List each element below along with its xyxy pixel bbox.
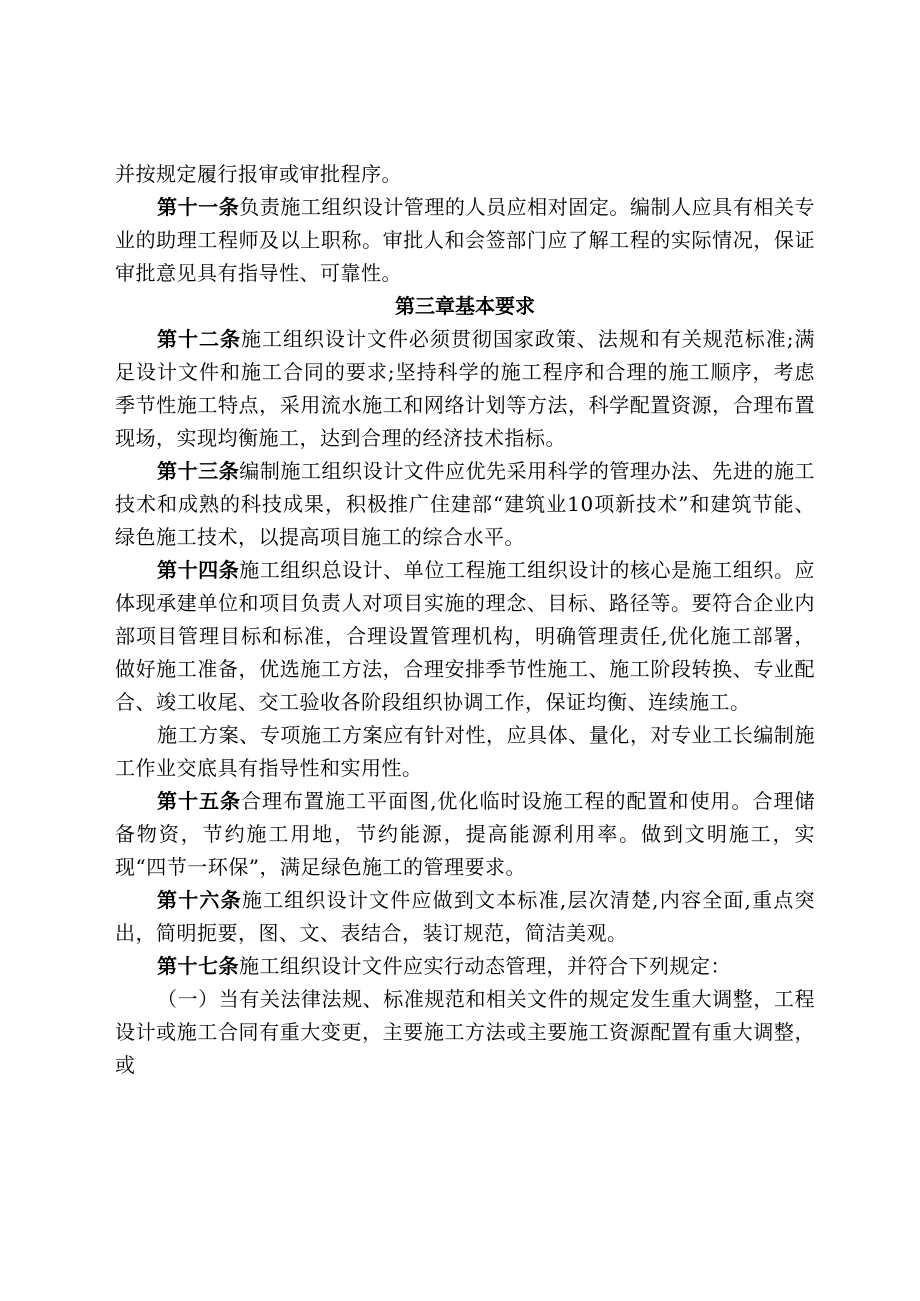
- article-11-text: 负责施工组织设计管理的人员应相对固定。编制人应具有相关专业的助理工程师及以上职称。审批人和会签部门应了解工程的实际情况，保证审批意见具有指导性、可靠性。: [115, 195, 816, 285]
- article-12-label: 第十二条: [157, 327, 241, 351]
- article-15-text: 合理布置施工平面图,优化临时设施工程的配置和使用。合理储备物资，节约施工用地，节约能源，提高能源利用率。做到文明施工，实现“四节一环保”，满足绿色施工的管理要求。: [115, 789, 816, 879]
- article-16: [115, 884, 815, 950]
- article-12-text: 施工组织设计文件必须贯彻国家政策、法规和有关规范标准;满足设计文件和施工合同的要求;坚持科学的施工程序和合理的施工顺序，考虑季节性施工特点，采用流水施工和网络计划等方法，科学配置资源，合理布置现场，实现均衡施工，达到合理的经济技术指标。: [115, 327, 815, 450]
- continuation-paragraph: 并按规定履行报审或审批程序。: [115, 162, 402, 186]
- article-13-text: 编制施工组织设计文件应优先采用科学的管理办法、先进的施工技术和成熟的科技成果，积极推广住建部“建筑业10项新技术”和建筑节能、绿色施工技术，以提高项目施工的综合水平。: [115, 459, 816, 549]
- article-17: [115, 950, 815, 983]
- article-15-label: 第十五条: [157, 789, 242, 813]
- article-12: [115, 323, 815, 455]
- article-14-text: 施工组织总设计、单位工程施工组织设计的核心是施工组织。应体现承建单位和项目负责人对项目实施的理念、目标、路径等。要符合企业内部项目管理目标和标准，合理设置管理机构，明确管理责任,优化施工部署，做好施工准备，优选施工方法，合理安排季节性施工、施工阶段转换、专业配合、竣工收尾、交工验收各阶段组织协调工作，保证均衡、连续施工。: [115, 558, 816, 714]
- article-17-label: 第十七条: [157, 954, 239, 978]
- chapter-3-title: 第三章基本要求: [395, 294, 535, 318]
- article-13: [115, 455, 815, 554]
- article-13-label: 第十三条: [157, 459, 240, 483]
- article-14: [115, 554, 815, 719]
- article-17-text: 施工组织设计文件应实行动态管理，并符合下列规定：: [239, 954, 731, 978]
- document-page: [115, 158, 815, 1082]
- article-11: [115, 191, 815, 290]
- article-16-text: 施工组织设计文件应做到文本标准,层次清楚,内容全面,重点突出，简明扼要，图、文、表结合，装订规范，简洁美观。: [115, 888, 816, 945]
- article-11-label: 第十一条: [157, 195, 240, 219]
- article-15: [115, 785, 815, 884]
- article-16-label: 第十六条: [157, 888, 242, 912]
- article-14-label: 第十四条: [157, 558, 240, 582]
- article-14-paragraph-2: 施工方案、专项施工方案应有针对性，应具体、量化，对专业工长编制施工作业交底具有指导性和实用性。: [115, 723, 815, 780]
- article-17-item-1: （一）当有关法律法规、标准规范和相关文件的规定发生重大调整，工程设计或施工合同有重大变更，主要施工方法或主要施工资源配置有重大调整，或: [115, 987, 815, 1077]
